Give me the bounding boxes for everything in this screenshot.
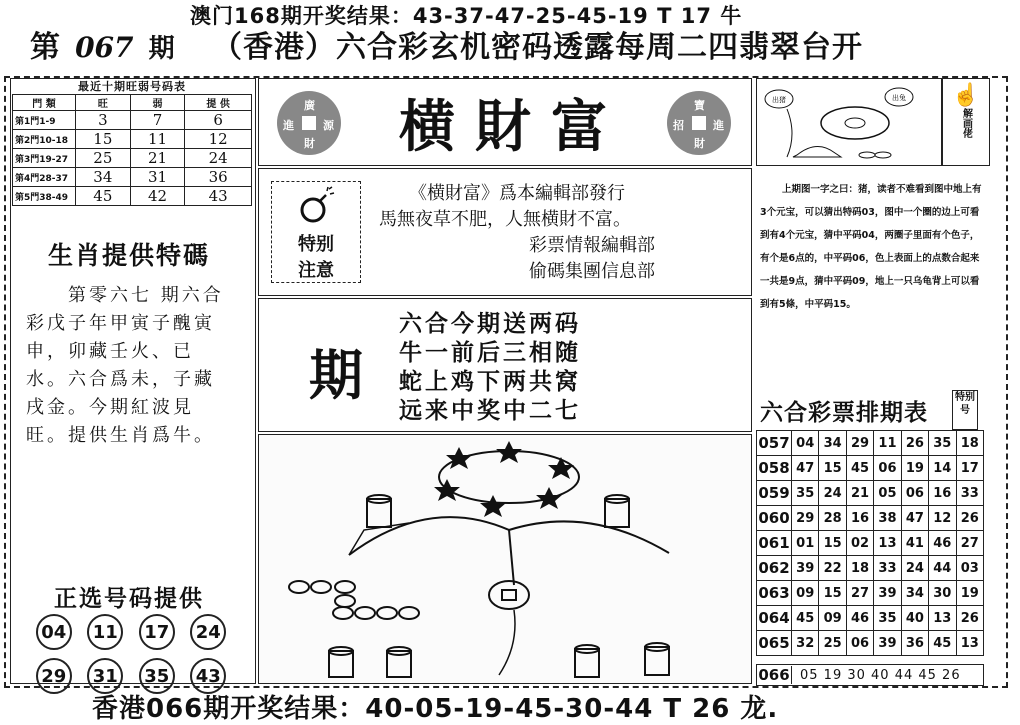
strength-table-title: 最近十期旺弱号码表 (78, 80, 186, 93)
svg-text:出兔: 出兔 (892, 94, 906, 102)
schedule-issue: 059 (757, 481, 792, 506)
poem-lines (399, 309, 581, 425)
selection-number: 43 (190, 658, 226, 694)
schedule-number: 40 (901, 606, 928, 631)
schedule-row (757, 506, 984, 531)
schedule-number: 38 (874, 506, 901, 531)
strength-table-cell: 45 (76, 187, 131, 206)
selection-number: 35 (139, 658, 175, 694)
coin-left-icon: 廣 進 源 財 (277, 91, 341, 155)
schedule-issue: 065 (757, 631, 792, 656)
ingot-icon (289, 581, 419, 619)
schedule-number: 22 (819, 556, 846, 581)
poem-line-3: 蛇上鸡下两共窝 (399, 368, 581, 395)
schedule-number: 14 (929, 456, 956, 481)
schedule-number: 44 (929, 556, 956, 581)
zodiac-text: 第零六七 期六合彩戊子年甲寅子醜寅申，卯藏壬火、已水。六合爲未，子藏戌金。今期紅波見旺。提供生肖爲牛。 (26, 285, 224, 446)
strength-table-row (13, 130, 252, 149)
issue-suffix: 期 (148, 34, 175, 64)
schedule-number: 27 (846, 581, 873, 606)
selection-numbers (28, 614, 234, 694)
schedule-row (757, 481, 984, 506)
strength-table-cell: 36 (185, 168, 252, 187)
strength-table-cell: 第2門10-18 (13, 130, 76, 149)
schedule-number: 19 (956, 581, 983, 606)
schedule-number: 15 (819, 456, 846, 481)
schedule-number: 45 (792, 606, 819, 631)
schedule-number: 26 (956, 606, 983, 631)
selection-number: 11 (87, 614, 123, 650)
schedule-row (757, 606, 984, 631)
schedule-number: 06 (874, 456, 901, 481)
tortoise-and-ring-icon (757, 79, 941, 165)
strength-table-header: 旺 (76, 95, 131, 111)
svg-text:出猪: 出猪 (772, 96, 786, 104)
schedule-title: 六合彩票排期表 (760, 399, 928, 426)
special-number-label: 特别号 (952, 390, 978, 430)
schedule-number: 15 (819, 581, 846, 606)
hk-result-footer: 香港066期开奖结果：40-05-19-45-30-44 T 26 龙. (92, 694, 779, 724)
strength-table-cell: 31 (130, 168, 185, 187)
schedule-number: 46 (929, 531, 956, 556)
schedule-number: 34 (819, 431, 846, 456)
slogan-header: （香港）六合彩玄机密码透露每周二四翡翠台开 (212, 30, 863, 65)
notice-badge-line1: 特别 (298, 234, 334, 255)
zodiac-title: 生肖提供特碼 (47, 241, 210, 270)
schedule-table (756, 430, 984, 656)
schedule-number: 35 (874, 606, 901, 631)
schedule-number: 24 (901, 556, 928, 581)
issue-label (30, 22, 190, 70)
schedule-number: 33 (956, 481, 983, 506)
schedule-issue: 057 (757, 431, 792, 456)
schedule-number: 46 (846, 606, 873, 631)
schedule-number: 16 (929, 481, 956, 506)
strength-table-cell: 43 (185, 187, 252, 206)
strength-table-cell: 15 (76, 130, 131, 149)
schedule-row (757, 431, 984, 456)
schedule-number: 35 (929, 431, 956, 456)
notice-badge (271, 181, 361, 283)
strength-table-cell: 第4門28-37 (13, 168, 76, 187)
schedule-row (757, 556, 984, 581)
strength-table-cell: 24 (185, 149, 252, 168)
riddle-picture-panel (756, 78, 942, 166)
riddle-answer-text: 上期图一字之曰：猪，读者不难看到图中地上有3个元宝，可以猜出特码03，图中一个圈的边上可看到有4个元宝，猜中平码04，两圈子里面有个色子，有个是6点的，中平码06，色上表面上的点数合起来一共是9点，猜中平码09，地上一只乌龟背上可以看到有5條，中平码15。 (760, 184, 982, 310)
riddle-caption: 解画佬 (960, 108, 972, 138)
schedule-number: 15 (819, 531, 846, 556)
poem-line-4: 远来中奖中二七 (399, 397, 581, 424)
masthead-title: 横財富 (399, 94, 627, 160)
schedule-number: 18 (956, 431, 983, 456)
notice-line-1: 《横財富》爲本編輯部發行 (409, 183, 625, 204)
schedule-last-issue: 066 (757, 666, 792, 684)
schedule-number: 39 (874, 631, 901, 656)
schedule-number: 02 (846, 531, 873, 556)
drum-icon (329, 495, 669, 677)
schedule-number: 09 (792, 581, 819, 606)
notice-line-4: 偷碼集團信息部 (529, 261, 655, 282)
strength-table-cell: 12 (185, 130, 252, 149)
strength-table-row (13, 111, 252, 130)
riddle-picture (259, 435, 749, 681)
schedule-number: 36 (901, 631, 928, 656)
strength-table-cell: 25 (76, 149, 131, 168)
schedule-number: 29 (792, 506, 819, 531)
coin-right-icon: 寶 招 進 財 (667, 91, 731, 155)
schedule-number: 33 (874, 556, 901, 581)
selection-title: 正选号码提供 (54, 585, 204, 612)
selection-number: 17 (139, 614, 175, 650)
issue-number: 067 (75, 31, 134, 64)
schedule-number: 27 (956, 531, 983, 556)
schedule-number: 05 (874, 481, 901, 506)
poem-line-1: 六合今期送两码 (399, 310, 581, 337)
schedule-number: 11 (874, 431, 901, 456)
strength-table-cell: 第1門1-9 (13, 111, 76, 130)
schedule-number: 13 (929, 606, 956, 631)
schedule-row (757, 456, 984, 481)
riddle-caption-panel (942, 78, 990, 166)
schedule-number: 06 (846, 631, 873, 656)
strength-table-cell: 6 (185, 111, 252, 130)
strength-table-cell: 11 (130, 130, 185, 149)
schedule-number: 04 (792, 431, 819, 456)
schedule-number: 26 (901, 431, 928, 456)
schedule-row (757, 531, 984, 556)
selection-number: 24 (190, 614, 226, 650)
schedule-issue: 062 (757, 556, 792, 581)
schedule-row (757, 631, 984, 656)
schedule-number: 45 (929, 631, 956, 656)
schedule-number: 26 (956, 506, 983, 531)
notice-badge-line2: 注意 (298, 260, 334, 281)
schedule-issue: 061 (757, 531, 792, 556)
schedule-number: 13 (956, 631, 983, 656)
schedule-number: 30 (929, 581, 956, 606)
strength-table-cell: 34 (76, 168, 131, 187)
strength-table-cell: 第5門38-49 (13, 187, 76, 206)
riddle-illustration (258, 434, 752, 684)
strength-table-cell: 7 (130, 111, 185, 130)
selection-number: 31 (87, 658, 123, 694)
pointing-hand-icon: ☝ (952, 83, 980, 108)
schedule-number: 28 (819, 506, 846, 531)
schedule-number: 16 (846, 506, 873, 531)
strength-table-cell: 21 (130, 149, 185, 168)
schedule-number: 35 (792, 481, 819, 506)
schedule-number: 29 (846, 431, 873, 456)
schedule-number: 47 (792, 456, 819, 481)
schedule-number: 03 (956, 556, 983, 581)
strength-table-row (13, 149, 252, 168)
notice-line-2: 馬無夜草不肥，人無横財不富。 (379, 209, 631, 230)
schedule-number: 34 (901, 581, 928, 606)
schedule-number: 45 (846, 456, 873, 481)
schedule-number: 19 (901, 456, 928, 481)
schedule-number: 32 (792, 631, 819, 656)
bomb-icon (296, 186, 336, 226)
schedule-issue: 064 (757, 606, 792, 631)
notice-panel (258, 168, 752, 296)
strength-table-row (13, 168, 252, 187)
strength-table (12, 80, 252, 206)
schedule-number: 09 (819, 606, 846, 631)
masthead (258, 78, 752, 166)
schedule-number: 01 (792, 531, 819, 556)
poem-label: 期 (309, 343, 363, 407)
ring-of-stars-icon (434, 441, 579, 517)
strength-table-row (13, 187, 252, 206)
schedule-last-row (756, 664, 984, 686)
schedule-number: 06 (901, 481, 928, 506)
strength-table-header: 門 類 (13, 95, 76, 111)
schedule-issue: 063 (757, 581, 792, 606)
schedule-row (757, 581, 984, 606)
schedule-number: 41 (901, 531, 928, 556)
schedule-number: 39 (792, 556, 819, 581)
schedule-issue: 060 (757, 506, 792, 531)
macau-result-header: 澳门168期开奖结果：43-37-47-25-45-19 T 17 牛 (190, 4, 743, 28)
selection-number: 29 (36, 658, 72, 694)
issue-prefix: 第 (30, 30, 60, 65)
strength-table-cell: 3 (76, 111, 131, 130)
poem-panel (258, 298, 752, 432)
notice-line-3: 彩票情報編輯部 (529, 235, 655, 256)
selection-number: 04 (36, 614, 72, 650)
schedule-number: 18 (846, 556, 873, 581)
schedule-title-row (756, 388, 984, 430)
schedule-number: 17 (956, 456, 983, 481)
schedule-number: 12 (929, 506, 956, 531)
strength-table-cell: 第3門19-27 (13, 149, 76, 168)
schedule-number: 25 (819, 631, 846, 656)
poem-line-2: 牛一前后三相随 (399, 339, 581, 366)
strength-table-cell: 42 (130, 187, 185, 206)
schedule-last-numbers: 05 19 30 40 44 45 26 (800, 667, 961, 683)
schedule-number: 39 (874, 581, 901, 606)
schedule-number: 13 (874, 531, 901, 556)
schedule-issue: 058 (757, 456, 792, 481)
schedule-number: 21 (846, 481, 873, 506)
strength-table-header: 提 供 (185, 95, 252, 111)
schedule-number: 24 (819, 481, 846, 506)
strength-table-header: 弱 (130, 95, 185, 111)
schedule-number: 47 (901, 506, 928, 531)
